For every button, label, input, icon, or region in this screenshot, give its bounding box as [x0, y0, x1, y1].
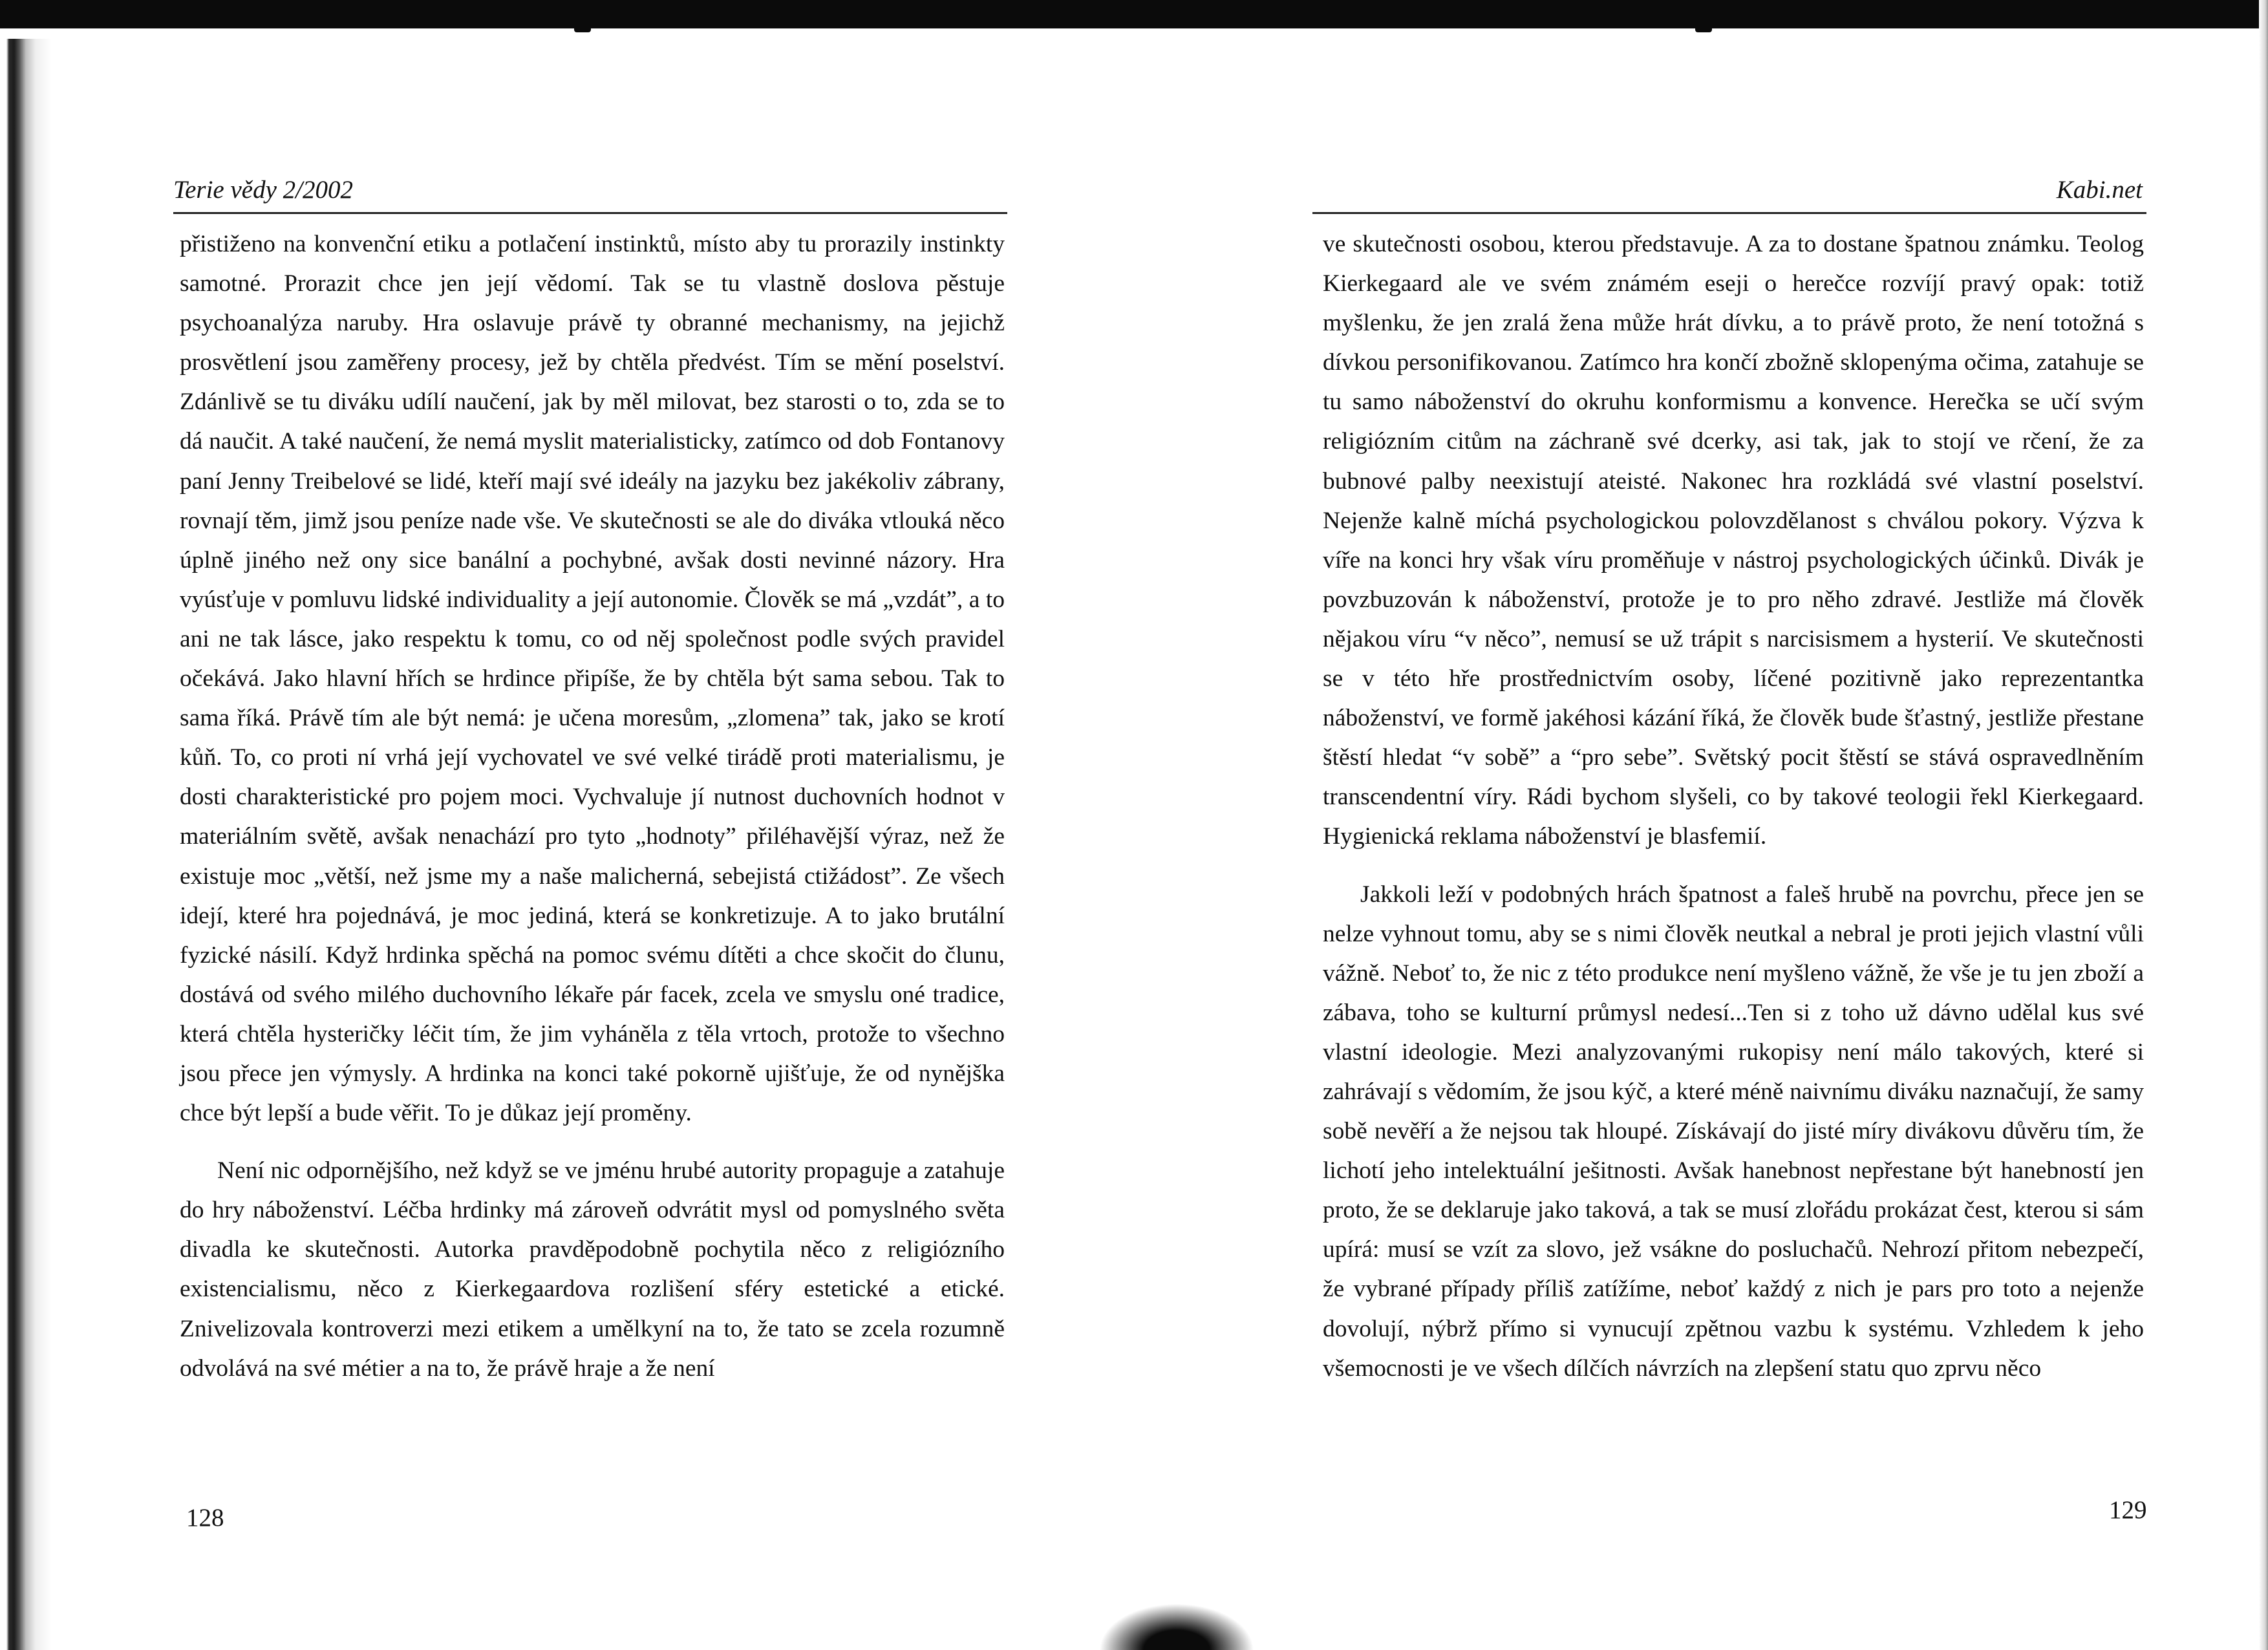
paragraph: přistiženo na konvenční etiku a potlačení instinktů, místo aby tu prorazily instinkty samotné. Prorazit chce jen její vědomí. Tak se tu vlastně doslova pěstuje psychoanalýza naruby. Hra oslavuje právě ty obranné mechanismy, na jejichž prosvětlení jsou zaměřeny procesy, jež by chtěla předvést. Tím se mění poselství. Zdánlivě se tu diváku udílí naučení, jak by měl milovat, bez starosti o to, zda se to dá naučit. A také naučení, že nemá myslit materialisticky, zatímco od dob Fontanovy paní Jenny Treibelové se lidé, kteří mají své ideály na jazyku bez jakékoliv zábrany, rovnají těm, jimž jsou peníze nade vše. Ve skutečnosti se ale do diváka vtlouká něco úplně jiného než ony sice banální a pochybné, avšak dosti nevinné názory. Hra vyúsťuje v pomluvu lidské individuality a její autonomie. Člověk se má „vzdát”, a to ani ne tak lásce, jako respektu k tomu, co od něj společnost podle svých pravidel očekává. Jako hlavní hřích se hrdince připíše, že by chtěla být sama sebou. Tak to sama říká. Právě tím ale být nemá: je učena moresům, „zlomena” tak, jako se krotí kůň. To, co proti ní vrhá její vychovatel ve své velké tirádě proti materialismu, je dosti charakteristické pro pojem moci. Vychvaluje jí nutnost duchovních hodnot v materiálním světě, avšak nenachází pro tyto „hodnoty” přiléhavější výraz, než že existuje moc „větší, než jsme my a naše malicherná, sebejistá ctižádost”. Ze všech idejí, které hra pojednává, je moc jediná, která se konkretizuje. A to jako brutální fyzické násilí. Když hrdinka spěchá na pomoc svému dítěti a chce skočit do člunu, dostává od svého milého duchovního lékaře pár facek, zcela ve smyslu oné tradice, která chtěla hysteričky léčit tím, že jim vyháněla z těla vrtoch, protože to všechno jsou přece jen výmysly. A hrdinka na konci také pokorně ujišťuje, že od nynějška chce být lepší a bude věřit. To je důkaz její proměny.	[180, 231, 1005, 1127]
book-edge-shadow-right	[2259, 0, 2268, 1650]
running-head-right: Kabi.net	[1312, 175, 2146, 214]
book-edge-shadow-left	[0, 39, 52, 1650]
scanner-top-shadow	[0, 0, 2268, 28]
paragraph: Jakkoli leží v podobných hrách špatnost a faleš hrubě na povrchu, přece jen se nelze vyhnout tomu, aby se s nimi člověk neutkal a nebral je proti jejich vlastní vůli vážně. Neboť to, že nic z této produkce není myšleno vážně, že vše je tu jen zboží a zábava, toho se kulturní průmysl nedesí...Ten si z toho už dávno udělal kus své vlastní ideologie. Mezi analyzovanými rukopisy není málo takových, které si zahrávají s vědomím, že jsou kýč, a které méně naivnímu diváku naznačují, že samy sobě nevěří a že nejsou tak hloupé. Získávají do jisté míry divákovu důvěru tím, že lichotí jeho intelektuální ješitnosti. Avšak hanebnost nepřestane být hanebností jen proto, že se deklaruje jako taková, a tak se musí zlořádu prokázat čest, kterou si sám upírá: musí se vzít za slovo, jež vsákne do posluchačů. Nehrozí přitom nebezpečí, že vybrané případy příliš zatížíme, neboť každý z nich je pars pro toto a nejenže dovolují, nýbrž přímo si vynucují zpětnou vazbu k systému. Vzhledem k jeho všemocnosti je ve všech dílčích návrzích na zlepšení statu quo zprvu něco	[1323, 881, 2144, 1382]
right-page	[1312, 175, 2146, 1388]
binding-clip-left	[574, 14, 591, 32]
running-head-left: Terie vědy 2/2002	[173, 175, 1007, 214]
book-spine-shadow	[1099, 1603, 1254, 1650]
left-page	[173, 175, 1007, 1388]
right-page-body	[1312, 224, 2146, 1388]
page-number-left: 128	[186, 1504, 224, 1532]
paragraph: ve skutečnosti osobou, kterou představuje. A za to dostane špatnou známku. Teolog Kierkegaard ale ve svém známém eseji o herečce rozvíjí pravý opak: totiž myšlenku, že jen zralá žena může hrát dívku, a to právě proto, že není totožná s dívkou personifikovanou. Zatímco hra končí zbožně sklopenýma očima, zatahuje se tu samo náboženství do okruhu konformismu a konvence. Herečka se učí svým religiózním citům na záchraně své dcerky, asi tak, jak to stojí ve rčení, že za bubnové palby neexistují ateisté. Nakonec hra rozkládá své vlastní poselství. Nejenže kalně míchá psychologickou polovzdělanost s chválou pokory. Výzva k víře na konci hry však víru proměňuje v nástroj psychologických účinků. Divák je povzbuzován k náboženství, protože je to pro něho zdravé. Jestliže má člověk nějakou víru “v něco”, nemusí se už trápit s narcisismem a hysterií. Ve skutečnosti se v této hře prostřednictvím osoby, líčené pozitivně jako reprezentantka náboženství, ve formě jakéhosi kázání říká, že člověk bude šťastný, jestliže přestane štěstí hledat “v sobě” a “pro sebe”. Světský pocit štěstí se stává ospravedlněním transcendentní víry. Rádi bychom slyšeli, co by takové teologii řekl Kierkegaard. Hygienická reklama náboženství je blasfemií.	[1323, 231, 2144, 850]
left-page-body	[173, 224, 1007, 1388]
paragraph: Není nic odpornějšího, než když se ve jménu hrubé autority propaguje a zatahuje do hry náboženství. Léčba hrdinky má zároveň odvrátit mysl od pomyslného světa divadla ke skutečnosti. Autorka pravděpodobně pochytila něco z religiózního existencialismu, něco z Kierkegaardova rozlišení sféry estetické a etické. Znivelizovala kontroverzi mezi etikem a umělkyní na to, že tato se zcela rozumně odvolává na své métier a na to, že právě hraje a že není	[180, 1157, 1005, 1382]
binding-clip-right	[1695, 14, 1712, 32]
page-number-right: 129	[2109, 1496, 2147, 1524]
